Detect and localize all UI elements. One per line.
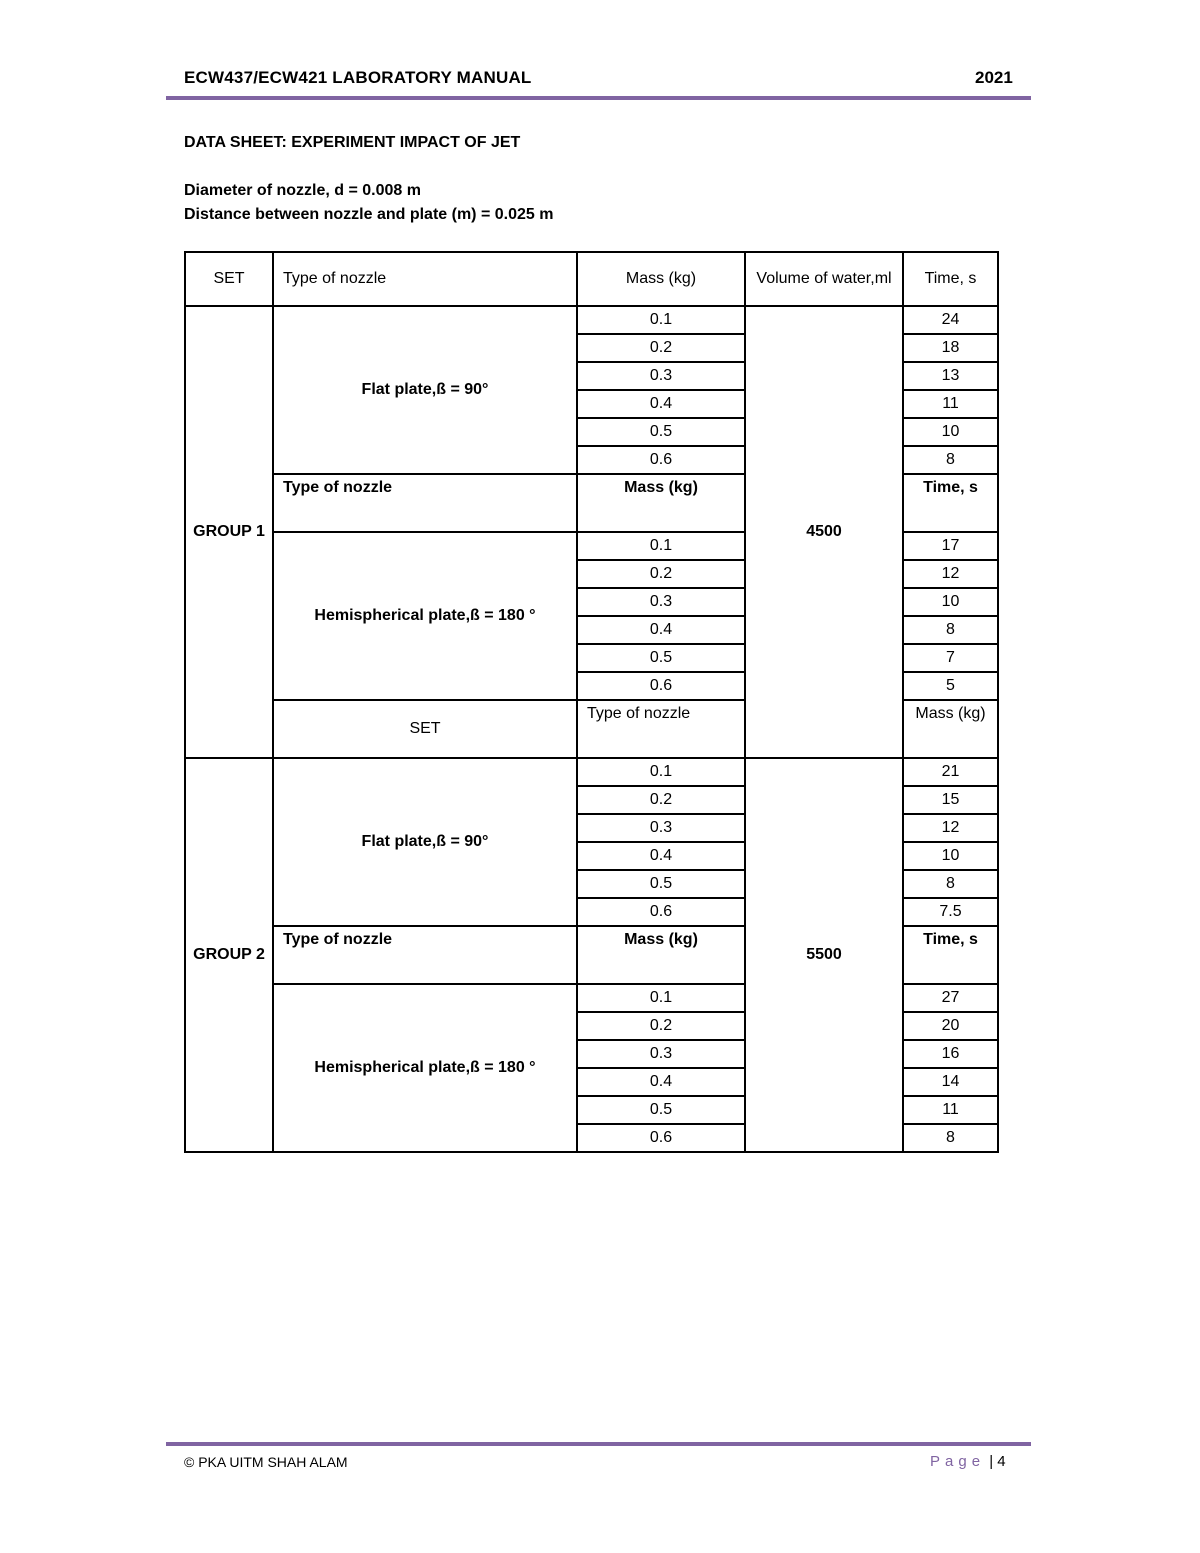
time-cell: 16: [903, 1040, 998, 1068]
header-mass: Mass (kg): [577, 474, 745, 532]
mass-cell: 0.4: [577, 842, 745, 870]
header-rule: [166, 96, 1031, 100]
header-set: SET: [273, 700, 577, 758]
time-cell: 10: [903, 842, 998, 870]
volume-value: 4500: [745, 306, 903, 758]
time-cell: 8: [903, 616, 998, 644]
table-row: [185, 758, 998, 786]
mass-cell: 0.4: [577, 390, 745, 418]
mass-cell: 0.5: [577, 644, 745, 672]
nozzle-flat-plate: Flat plate,ß = 90°: [273, 758, 577, 926]
group-label: GROUP 2: [185, 758, 273, 1152]
header-mass: Mass (kg): [577, 926, 745, 984]
manual-year: 2021: [975, 68, 1013, 87]
mass-cell: 0.5: [577, 870, 745, 898]
mass-cell: 0.3: [577, 1040, 745, 1068]
mass-cell: 0.1: [577, 532, 745, 560]
mass-cell: 0.6: [577, 672, 745, 700]
mass-cell: 0.4: [577, 616, 745, 644]
time-cell: 7: [903, 644, 998, 672]
mass-cell: 0.5: [577, 1096, 745, 1124]
mass-cell: 0.1: [577, 758, 745, 786]
time-cell: 12: [903, 814, 998, 842]
data-sheet-table: [184, 251, 999, 1153]
mass-cell: 0.6: [577, 898, 745, 926]
header-mass: Mass (kg): [577, 252, 745, 306]
manual-title: ECW437/ECW421 LABORATORY MANUAL: [184, 68, 532, 87]
footer-copyright: © PKA UITM SHAH ALAM: [184, 1454, 348, 1470]
time-cell: 8: [903, 446, 998, 474]
page-indicator: [930, 1453, 1006, 1470]
time-cell: 10: [903, 418, 998, 446]
header-time: Time, s: [903, 474, 998, 532]
time-cell: 11: [903, 1096, 998, 1124]
time-cell: 7.5: [903, 898, 998, 926]
mass-cell: 0.6: [577, 446, 745, 474]
mass-cell: 0.5: [577, 418, 745, 446]
table-row: [185, 306, 998, 334]
time-cell: 8: [903, 1124, 998, 1152]
nozzle-plate-distance: Distance between nozzle and plate (m) = 0.025 m: [184, 206, 554, 223]
footer-rule: [166, 1442, 1031, 1446]
time-cell: 11: [903, 390, 998, 418]
mass-cell: 0.2: [577, 334, 745, 362]
volume-value: 5500: [745, 758, 903, 1152]
mass-cell: 0.2: [577, 1012, 745, 1040]
time-cell: 13: [903, 362, 998, 390]
nozzle-hemispherical-plate: Hemispherical plate,ß = 180 °: [273, 532, 577, 700]
mass-cell: 0.2: [577, 560, 745, 588]
time-cell: 18: [903, 334, 998, 362]
mass-cell: 0.6: [577, 1124, 745, 1152]
nozzle-hemispherical-plate: Hemispherical plate,ß = 180 °: [273, 984, 577, 1152]
mass-cell: 0.1: [577, 984, 745, 1012]
sheet-title: DATA SHEET: EXPERIMENT IMPACT OF JET: [184, 134, 521, 151]
time-cell: 15: [903, 786, 998, 814]
mass-cell: 0.3: [577, 588, 745, 616]
time-cell: 24: [903, 306, 998, 334]
header-time: Time, s: [903, 252, 998, 306]
nozzle-diameter: Diameter of nozzle, d = 0.008 m: [184, 182, 421, 199]
time-cell: 20: [903, 1012, 998, 1040]
time-cell: 27: [903, 984, 998, 1012]
nozzle-flat-plate: Flat plate,ß = 90°: [273, 306, 577, 474]
time-cell: 12: [903, 560, 998, 588]
mass-cell: 0.1: [577, 306, 745, 334]
time-cell: 10: [903, 588, 998, 616]
header-type: Type of nozzle: [273, 926, 577, 984]
time-cell: 14: [903, 1068, 998, 1096]
header-type: Type of nozzle: [577, 700, 745, 758]
mass-cell: 0.3: [577, 362, 745, 390]
page-separator: |: [989, 1453, 994, 1470]
header-mass: Mass (kg): [903, 700, 998, 758]
time-cell: 8: [903, 870, 998, 898]
header-set: SET: [185, 252, 273, 306]
time-cell: 21: [903, 758, 998, 786]
page-number: 4: [997, 1453, 1006, 1470]
header-time: Time, s: [903, 926, 998, 984]
time-cell: 17: [903, 532, 998, 560]
header-type: Type of nozzle: [273, 474, 577, 532]
group-label: GROUP 1: [185, 306, 273, 758]
mass-cell: 0.2: [577, 786, 745, 814]
mass-cell: 0.4: [577, 1068, 745, 1096]
page-word: Page: [930, 1453, 986, 1470]
mass-cell: 0.3: [577, 814, 745, 842]
header-volume: Volume of water,ml: [745, 252, 903, 306]
header-type: Type of nozzle: [273, 252, 577, 306]
header-row: [185, 252, 998, 306]
time-cell: 5: [903, 672, 998, 700]
